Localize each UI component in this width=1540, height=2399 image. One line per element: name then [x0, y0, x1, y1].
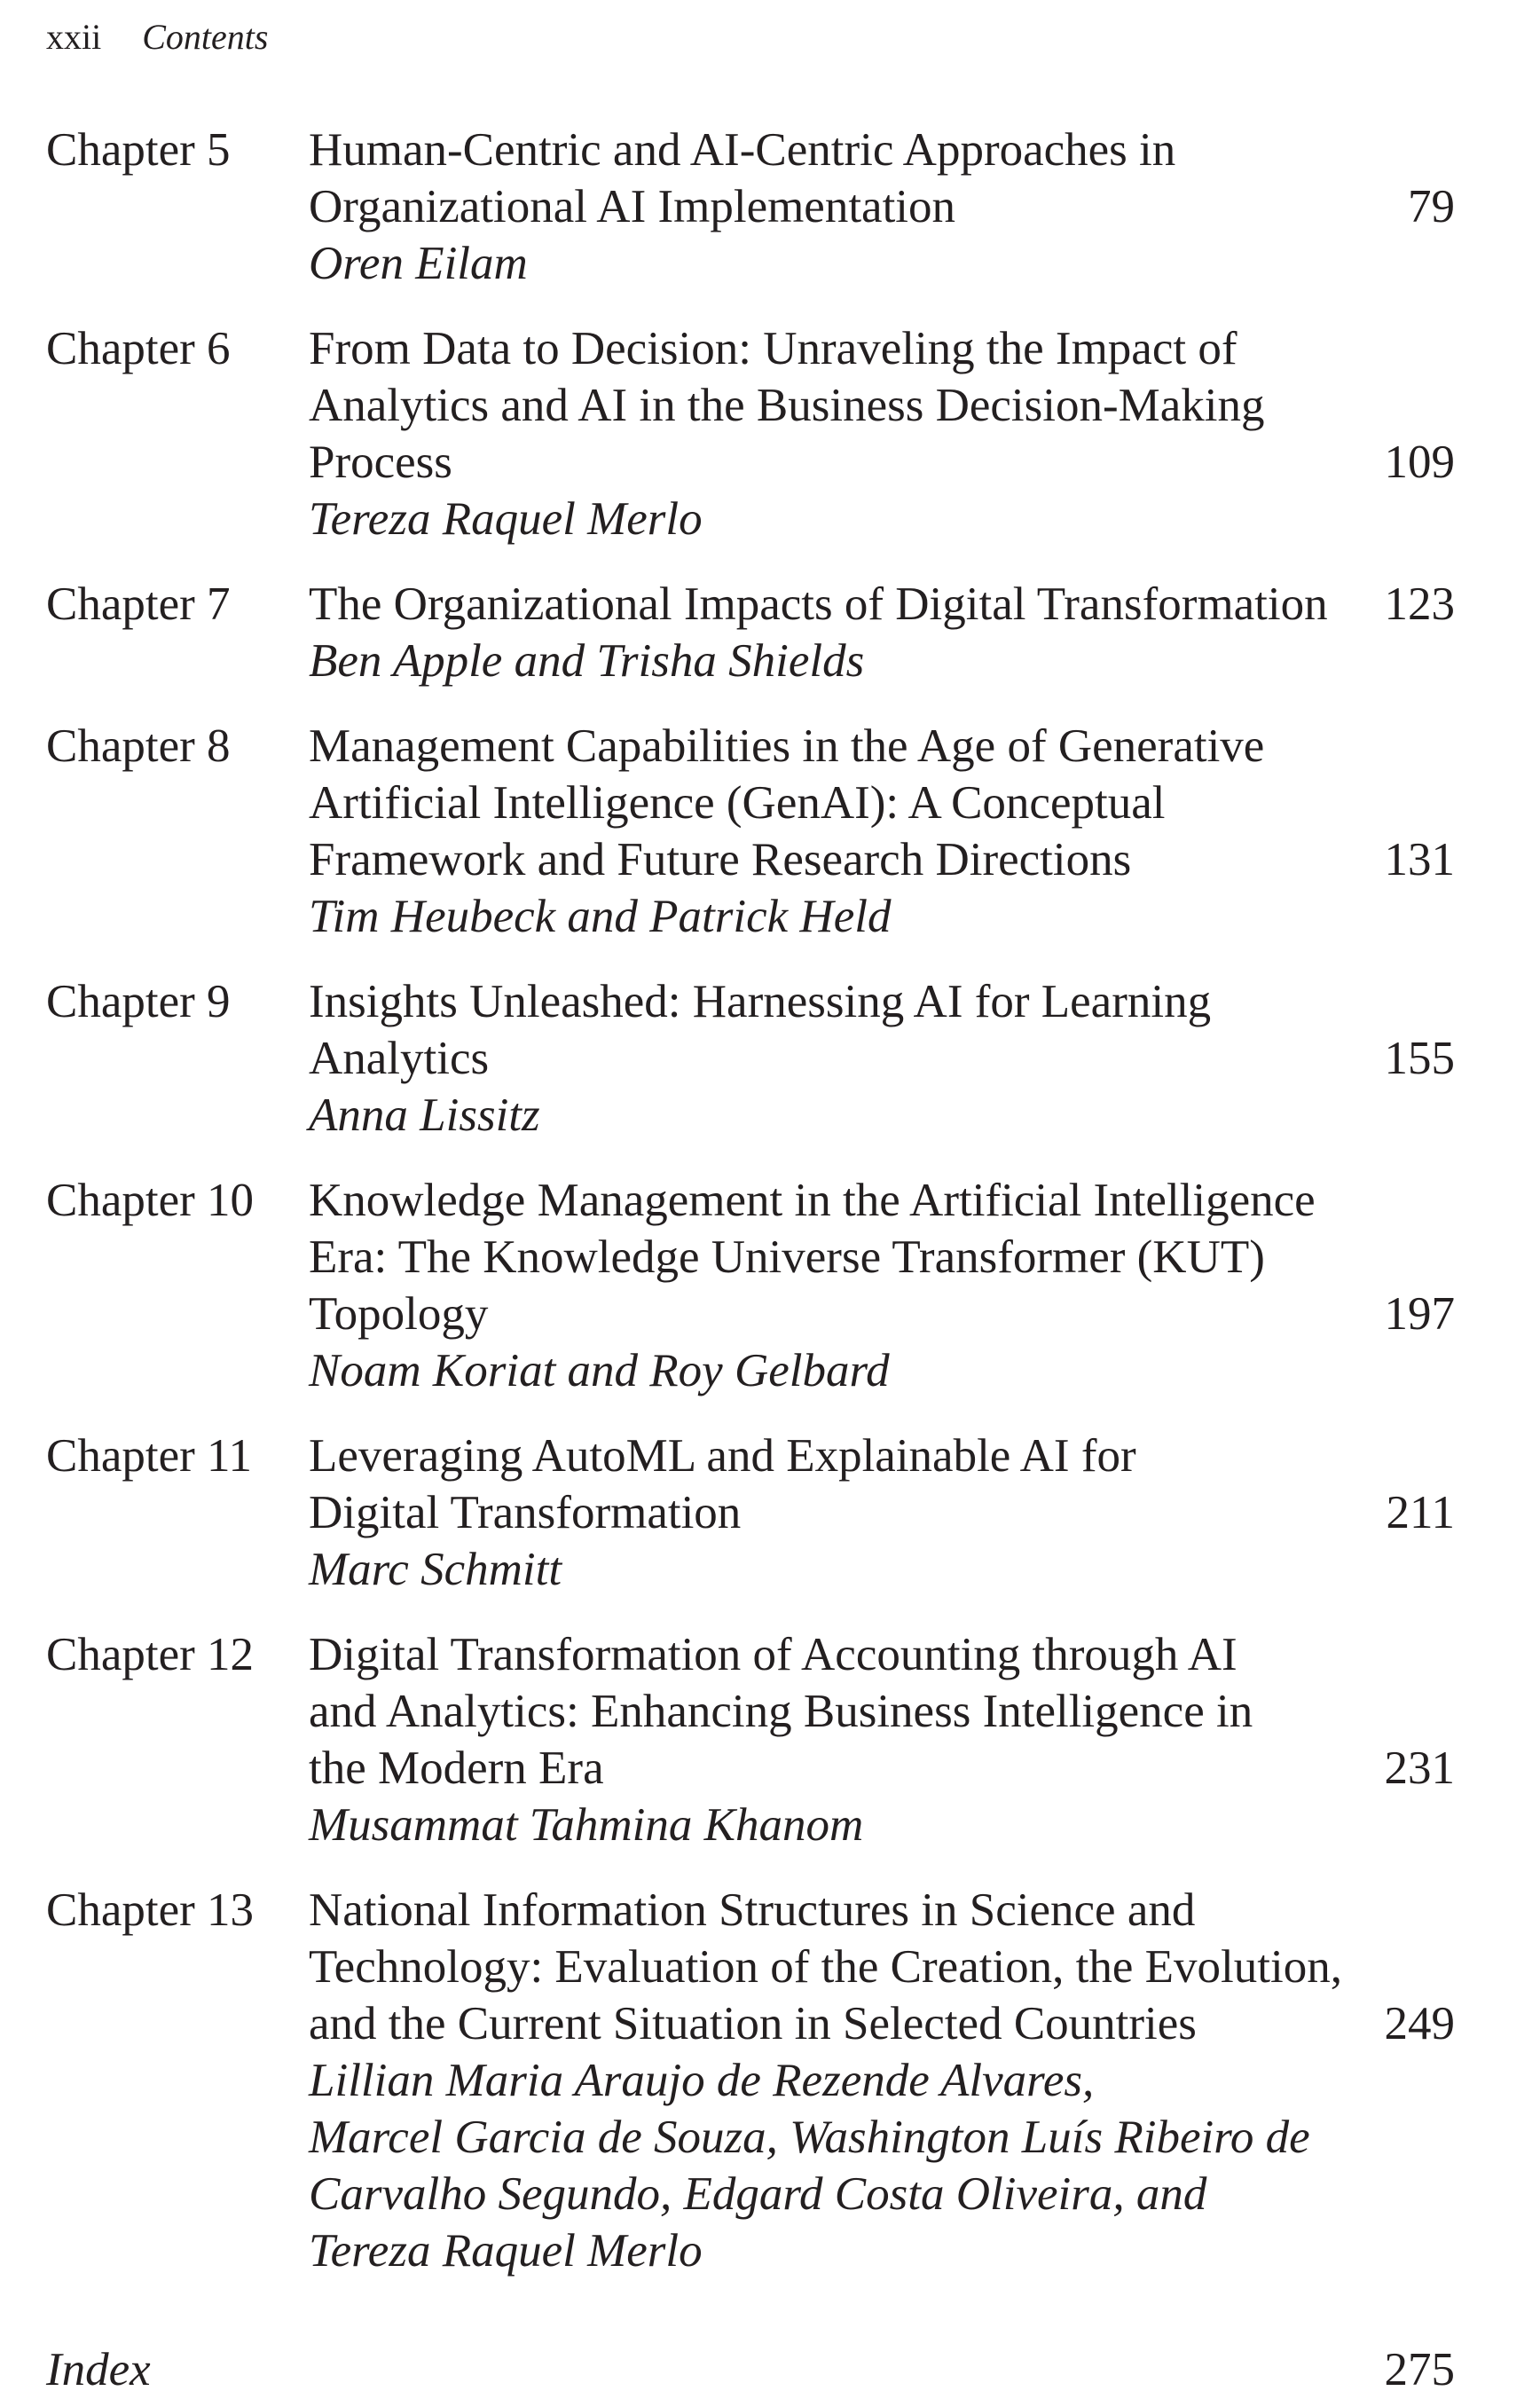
chapter-details — [309, 1172, 1322, 1399]
toc-entry-chapter-11[interactable] — [46, 1428, 1455, 1598]
chapter-title-line: Analytics and AI in the Business Decision-Making — [309, 380, 1265, 431]
chapter-title — [309, 1428, 1322, 1541]
chapter-authors — [309, 1541, 1322, 1598]
chapter-authors — [309, 235, 1322, 292]
chapter-label: Chapter 9 — [46, 976, 231, 1027]
chapter-authors-line: Noam Koriat and Roy Gelbard — [309, 1345, 890, 1396]
chapter-label: Chapter 13 — [46, 1884, 255, 1936]
chapter-title — [309, 973, 1322, 1087]
running-head-title: Contents — [142, 17, 269, 57]
chapter-title-line: Human-Centric and AI-Centric Approaches in — [309, 124, 1176, 176]
chapter-details — [309, 122, 1322, 292]
toc-entry-chapter-8[interactable] — [46, 718, 1455, 945]
chapter-details — [309, 718, 1322, 945]
chapter-title-line: Organizational AI Implementation — [309, 181, 956, 232]
index-label: Index — [46, 2344, 151, 2395]
chapter-page-number: 79 — [1408, 181, 1455, 232]
chapter-authors-line: Lillian Maria Araujo de Rezende Alvares, — [309, 2055, 1095, 2106]
chapter-page-number: 249 — [1384, 1998, 1455, 2049]
chapter-authors — [309, 888, 1322, 945]
index-page-number: 275 — [1384, 2344, 1455, 2395]
chapter-details — [309, 576, 1328, 689]
toc-entry-chapter-7[interactable] — [46, 576, 1455, 689]
chapter-authors — [309, 1087, 1322, 1144]
chapter-title-line: the Modern Era — [309, 1742, 604, 1794]
chapter-title-line: Process — [309, 437, 452, 488]
toc-entry-chapter-12[interactable] — [46, 1626, 1455, 1853]
chapter-page-number: 197 — [1384, 1288, 1455, 1340]
chapter-label: Chapter 12 — [46, 1629, 255, 1680]
chapter-label: Chapter 8 — [46, 720, 231, 772]
chapter-title-line: Topology — [309, 1288, 489, 1340]
chapter-title-line: Knowledge Management in the Artificial Intelligence — [309, 1175, 1316, 1226]
chapter-title — [309, 320, 1322, 491]
chapter-label: Chapter 11 — [46, 1430, 253, 1482]
chapter-title — [309, 1626, 1322, 1797]
chapter-page-number: 123 — [1384, 578, 1455, 630]
chapter-label: Chapter 10 — [46, 1175, 255, 1226]
chapter-authors-line: Marcel Garcia de Souza, Washington Luís Ribeiro de — [309, 2112, 1310, 2163]
chapter-title-line: Technology: Evaluation of the Creation, the Evolution, — [309, 1941, 1342, 1993]
chapter-details — [309, 973, 1322, 1144]
chapter-title-line: From Data to Decision: Unraveling the Impact of — [309, 323, 1238, 374]
chapter-authors-line: Oren Eilam — [309, 238, 528, 289]
chapter-title-line: The Organizational Impacts of Digital Transformation — [309, 578, 1328, 630]
chapter-label: Chapter 7 — [46, 578, 231, 630]
chapter-page-number: 131 — [1384, 834, 1455, 885]
chapter-authors-line: Ben Apple and Trisha Shields — [309, 635, 865, 687]
toc-entry-chapter-10[interactable] — [46, 1172, 1455, 1399]
chapter-authors — [309, 1342, 1322, 1399]
chapter-title-line: Digital Transformation — [309, 1487, 742, 1538]
chapter-title — [309, 1172, 1322, 1342]
chapter-title-line: Insights Unleashed: Harnessing AI for Learning — [309, 976, 1212, 1027]
chapter-authors — [309, 633, 1322, 689]
chapter-page-number: 231 — [1384, 1742, 1455, 1794]
chapter-title-line: National Information Structures in Science and — [309, 1884, 1196, 1936]
chapter-label: Chapter 6 — [46, 323, 231, 374]
toc-entry-chapter-13[interactable] — [46, 1882, 1455, 2279]
chapter-details — [309, 320, 1322, 547]
chapter-authors-line: Tim Heubeck and Patrick Held — [309, 891, 892, 942]
chapter-details — [309, 1882, 1342, 2279]
chapter-authors — [309, 2052, 1322, 2279]
page-folio: xxii — [46, 17, 102, 57]
chapter-title — [309, 122, 1322, 235]
chapter-title — [309, 576, 1328, 633]
chapter-authors — [309, 491, 1322, 547]
running-head — [46, 12, 268, 62]
chapter-title-line: Digital Transformation of Accounting through AI — [309, 1629, 1238, 1680]
chapter-page-number: 109 — [1384, 437, 1455, 488]
chapter-authors-line: Musammat Tahmina Khanom — [309, 1799, 864, 1851]
chapter-title-line: Artificial Intelligence (GenAI): A Conceptual — [309, 777, 1166, 829]
chapter-title-line: and Analytics: Enhancing Business Intelligence in — [309, 1686, 1253, 1737]
chapter-title — [309, 718, 1322, 888]
chapter-authors-line: Tereza Raquel Merlo — [309, 493, 703, 545]
chapter-authors-line: Tereza Raquel Merlo — [309, 2225, 703, 2277]
toc-entry-chapter-5[interactable] — [46, 122, 1455, 292]
chapter-title-line: Management Capabilities in the Age of Generative — [309, 720, 1265, 772]
toc-entry-chapter-6[interactable] — [46, 320, 1455, 547]
chapter-authors-line: Marc Schmitt — [309, 1544, 562, 1595]
chapter-authors-line: Anna Lissitz — [309, 1089, 540, 1141]
chapter-page-number: 155 — [1384, 1033, 1455, 1084]
table-of-contents — [46, 122, 1455, 2308]
chapter-label: Chapter 5 — [46, 124, 231, 176]
chapter-title-line: Era: The Knowledge Universe Transformer (KUT) — [309, 1231, 1265, 1283]
chapter-title-line: Framework and Future Research Directions — [309, 834, 1132, 885]
toc-entry-chapter-9[interactable] — [46, 973, 1455, 1144]
chapter-details — [309, 1428, 1322, 1598]
chapter-title-line: Analytics — [309, 1033, 490, 1084]
chapter-title-line: Leveraging AutoML and Explainable AI for — [309, 1430, 1136, 1482]
chapter-authors — [309, 1797, 1322, 1853]
chapter-title — [309, 1882, 1342, 2052]
chapter-page-number: 211 — [1386, 1487, 1455, 1538]
chapter-details — [309, 1626, 1322, 1853]
chapter-title-line: and the Current Situation in Selected Countries — [309, 1998, 1197, 2049]
chapter-authors-line: Carvalho Segundo, Edgard Costa Oliveira, and — [309, 2168, 1207, 2220]
